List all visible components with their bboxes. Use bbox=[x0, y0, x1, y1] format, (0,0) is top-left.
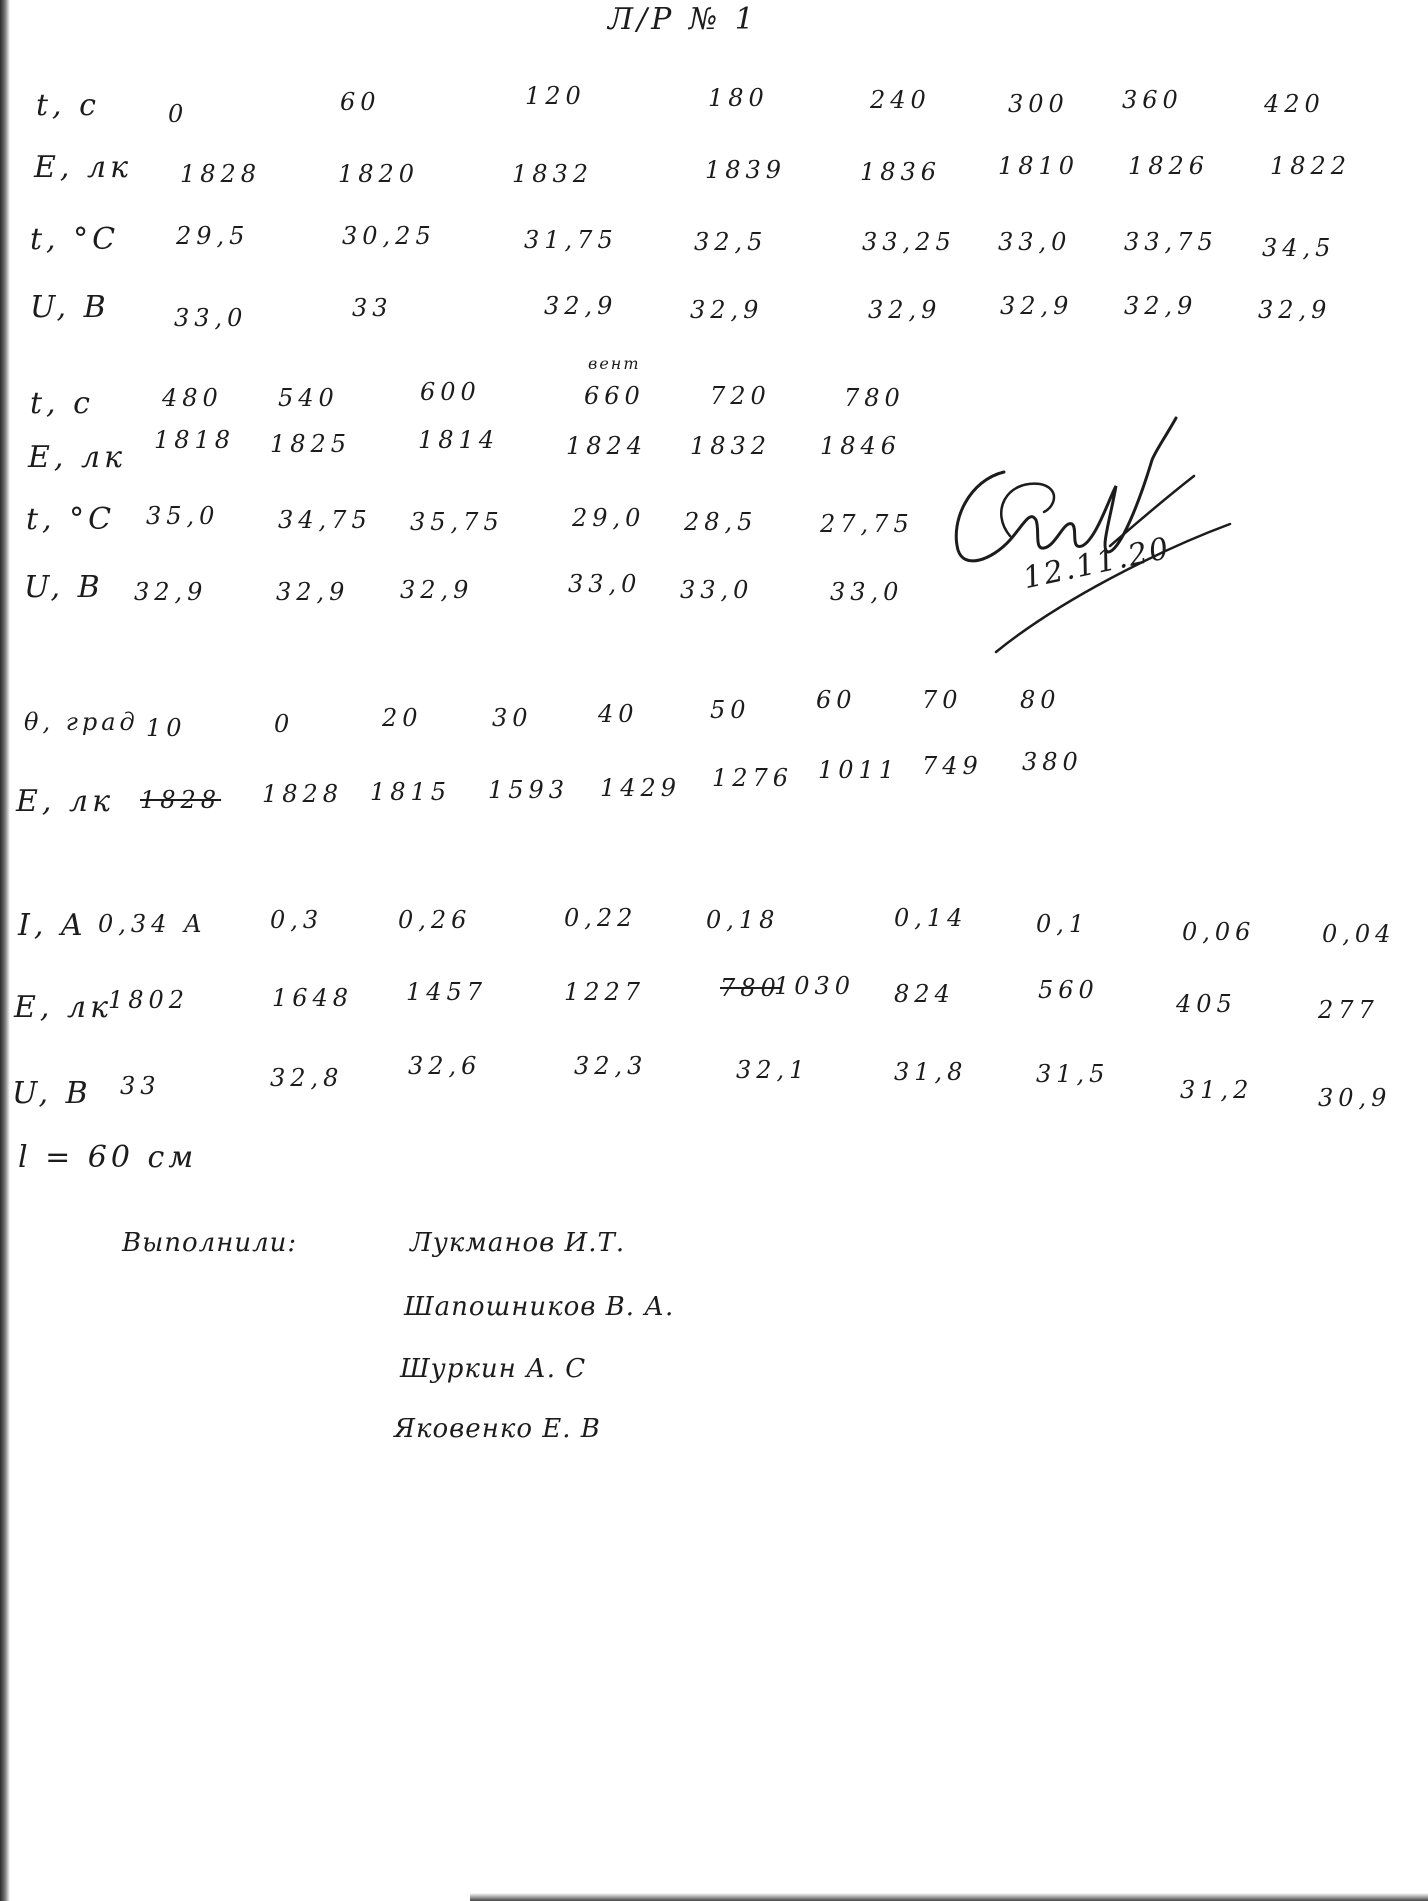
s4-u-value: 32,6 bbox=[408, 1052, 482, 1080]
s1-t-value: 0 bbox=[168, 100, 189, 128]
s3-e-value: 1429 bbox=[600, 774, 682, 802]
s3-theta-value: 60 bbox=[816, 686, 857, 714]
s2-t-value: 660 bbox=[584, 382, 645, 410]
label-temperature: t, °C bbox=[26, 502, 116, 537]
s3-e-value: 380 bbox=[1022, 748, 1083, 776]
performed-label: Выполнили: bbox=[122, 1228, 298, 1258]
label-current: I, A bbox=[18, 908, 87, 943]
label-time: t, c bbox=[36, 88, 100, 123]
s4-e-value: 1648 bbox=[272, 984, 354, 1012]
s2-t-value: 600 bbox=[420, 378, 481, 406]
s4-i-value: 0,04 bbox=[1322, 920, 1396, 948]
s2-u-value: 32,9 bbox=[134, 578, 208, 606]
page-title: Л/Р № 1 bbox=[608, 2, 758, 37]
s2-u-value: 33,0 bbox=[568, 570, 642, 598]
s2-e-value: 1814 bbox=[418, 426, 500, 454]
s4-u-value: 31,8 bbox=[894, 1058, 968, 1086]
s1-u-value: 32,9 bbox=[544, 292, 618, 320]
s1-e-value: 1828 bbox=[180, 160, 262, 188]
label-illuminance: E, лк bbox=[16, 784, 114, 819]
s3-e-value: 1815 bbox=[370, 778, 452, 806]
s2-t-value: 780 bbox=[844, 384, 905, 412]
s2-t-value: 540 bbox=[278, 384, 339, 412]
s3-e-value: 749 bbox=[922, 752, 983, 780]
s1-t-value: 120 bbox=[525, 82, 586, 110]
signature-date: 12.11.20 bbox=[1019, 530, 1174, 597]
s1-temp-value: 33,25 bbox=[862, 228, 956, 256]
s3-e-value: 1276 bbox=[712, 764, 794, 792]
s3-theta-value: 70 bbox=[922, 686, 963, 714]
s1-e-value: 1836 bbox=[860, 158, 942, 186]
s1-u-value: 32,9 bbox=[690, 296, 764, 324]
s4-e-value: 405 bbox=[1176, 990, 1237, 1018]
s4-u-value: 31,2 bbox=[1180, 1076, 1254, 1104]
s1-temp-value: 31,75 bbox=[524, 226, 618, 254]
label-temperature: t, °C bbox=[30, 222, 120, 257]
s2-t-value: 720 bbox=[710, 382, 771, 410]
length-note: l = 60 см bbox=[18, 1140, 198, 1175]
s4-e-value: 1227 bbox=[564, 978, 646, 1006]
s2-e-value: 1818 bbox=[154, 426, 236, 454]
s1-u-value: 33,0 bbox=[174, 304, 248, 332]
s2-e-value: 1825 bbox=[270, 430, 352, 458]
s4-u-value: 30,9 bbox=[1318, 1084, 1392, 1112]
label-angle: θ, град bbox=[24, 708, 139, 736]
s1-t-value: 420 bbox=[1264, 90, 1325, 118]
s1-u-value: 32,9 bbox=[868, 296, 942, 324]
s3-e-value: 1593 bbox=[488, 776, 570, 804]
label-illuminance: E, лк bbox=[34, 150, 132, 185]
s4-e-value: 1802 bbox=[108, 986, 190, 1014]
s2-temp-value: 27,75 bbox=[820, 510, 914, 538]
label-voltage: U, B bbox=[12, 1076, 92, 1111]
scan-edge-bottom bbox=[470, 1893, 1428, 1901]
fan-note: вент bbox=[588, 354, 641, 373]
s1-e-value: 1810 bbox=[998, 152, 1080, 180]
s2-u-value: 33,0 bbox=[680, 576, 754, 604]
s4-e-value: 277 bbox=[1318, 996, 1379, 1024]
s2-u-value: 33,0 bbox=[830, 578, 904, 606]
s4-i-value: 0,18 bbox=[706, 906, 780, 934]
s4-e-value: 824 bbox=[894, 980, 955, 1008]
s3-e-value: 1011 bbox=[818, 756, 900, 784]
s4-u-value: 32,1 bbox=[736, 1056, 810, 1084]
student-name: Шуркин А. С bbox=[400, 1354, 587, 1384]
s3-theta-value: 40 bbox=[598, 700, 639, 728]
s2-e-value: 1846 bbox=[820, 432, 902, 460]
s1-u-value: 32,9 bbox=[1258, 296, 1332, 324]
s1-e-value: 1820 bbox=[338, 160, 420, 188]
s3-theta-value: 50 bbox=[710, 696, 751, 724]
student-name: Лукманов И.Т. bbox=[410, 1228, 626, 1258]
s1-t-value: 60 bbox=[340, 88, 381, 116]
s2-temp-value: 35,0 bbox=[146, 502, 220, 530]
s4-i-value: 0,34 A bbox=[98, 910, 207, 938]
label-illuminance: E, лк bbox=[14, 990, 112, 1025]
s4-u-value: 32,8 bbox=[270, 1064, 344, 1092]
s1-t-value: 300 bbox=[1008, 90, 1069, 118]
s3-e-value: 1828 bbox=[262, 780, 344, 808]
s3-theta-value: 0 bbox=[274, 710, 295, 738]
s4-i-value: 0,1 bbox=[1036, 910, 1090, 938]
s3-theta-value: 80 bbox=[1020, 686, 1061, 714]
s1-temp-value: 33,75 bbox=[1124, 228, 1218, 256]
s1-temp-value: 32,5 bbox=[694, 228, 768, 256]
label-time: t, c bbox=[30, 386, 94, 421]
s3-theta-value: 30 bbox=[492, 704, 533, 732]
s2-temp-value: 28,5 bbox=[684, 508, 758, 536]
s1-e-value: 1826 bbox=[1128, 152, 1210, 180]
s2-e-value: 1824 bbox=[566, 432, 648, 460]
s2-t-value: 480 bbox=[162, 384, 223, 412]
s4-u-value: 33 bbox=[120, 1072, 161, 1100]
s2-u-value: 32,9 bbox=[276, 578, 350, 606]
s1-temp-value: 29,5 bbox=[176, 222, 250, 250]
s3-theta-value: 20 bbox=[382, 704, 423, 732]
s1-t-value: 240 bbox=[870, 86, 931, 114]
s4-e-value: 560 bbox=[1038, 976, 1099, 1004]
student-name: Яковенко Е. В bbox=[394, 1414, 601, 1444]
s2-u-value: 32,9 bbox=[400, 576, 474, 604]
s2-temp-value: 35,75 bbox=[410, 508, 504, 536]
s4-e-struck-value: 780 bbox=[720, 974, 781, 1002]
s2-temp-value: 29,0 bbox=[572, 504, 646, 532]
s1-t-value: 360 bbox=[1122, 86, 1183, 114]
s4-e-value: 1030 bbox=[774, 972, 856, 1000]
s1-u-value: 32,9 bbox=[1124, 292, 1198, 320]
s1-e-value: 1839 bbox=[705, 156, 787, 184]
label-voltage: U, B bbox=[30, 290, 110, 325]
s4-i-value: 0,14 bbox=[894, 904, 968, 932]
student-name: Шапошников В. А. bbox=[404, 1292, 675, 1322]
s4-i-value: 0,3 bbox=[270, 906, 324, 934]
s1-e-value: 1832 bbox=[512, 160, 594, 188]
s4-i-value: 0,06 bbox=[1182, 918, 1256, 946]
s2-e-value: 1832 bbox=[690, 432, 772, 460]
s4-u-value: 31,5 bbox=[1036, 1060, 1110, 1088]
s2-temp-value: 34,75 bbox=[278, 506, 372, 534]
s1-u-value: 33 bbox=[352, 294, 393, 322]
s4-i-value: 0,22 bbox=[564, 904, 638, 932]
s1-temp-value: 34,5 bbox=[1262, 234, 1336, 262]
s1-u-value: 32,9 bbox=[1000, 292, 1074, 320]
s4-u-value: 32,3 bbox=[574, 1052, 648, 1080]
scan-edge-left bbox=[0, 0, 10, 1901]
s1-e-value: 1822 bbox=[1270, 152, 1352, 180]
s3-theta-value: 10 bbox=[146, 714, 187, 742]
s1-t-value: 180 bbox=[708, 84, 769, 112]
s3-e-value: 1828 bbox=[140, 786, 222, 814]
s1-temp-value: 33,0 bbox=[998, 228, 1072, 256]
s1-temp-value: 30,25 bbox=[342, 222, 436, 250]
s4-i-value: 0,26 bbox=[398, 906, 472, 934]
signature bbox=[940, 400, 1260, 660]
label-illuminance: E, лк bbox=[28, 440, 126, 475]
label-voltage: U, B bbox=[24, 570, 104, 605]
s4-e-value: 1457 bbox=[406, 978, 488, 1006]
